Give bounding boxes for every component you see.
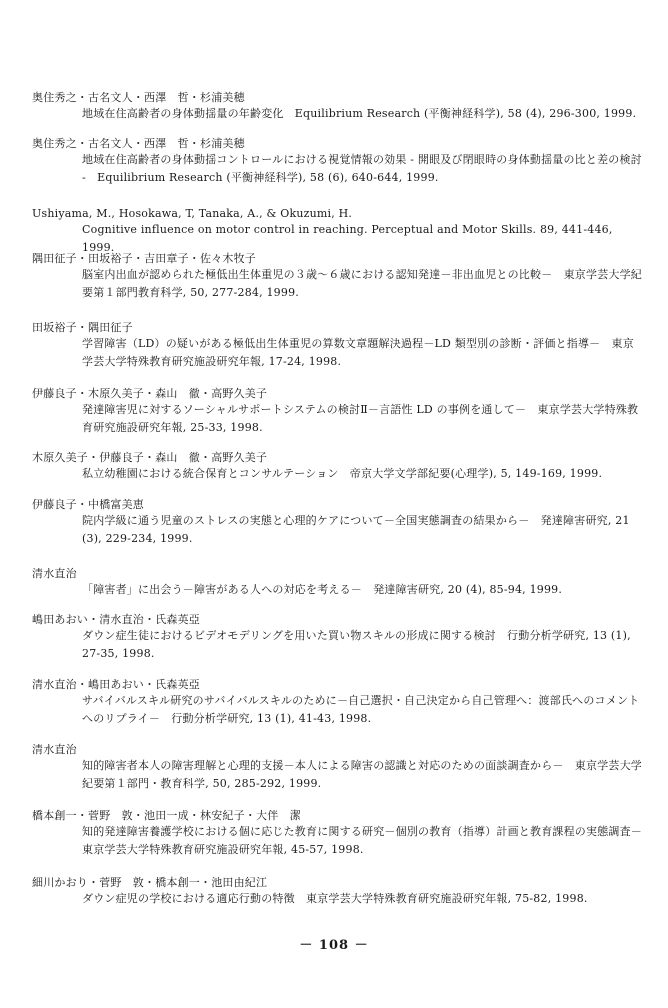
reference-citation: Cognitive influence on motor control in reaching. Perceptual and Motor Skills. 89, 441-446, 1999. [82,223,613,254]
reference-entry [32,612,642,663]
reference-citation: 「障害者」に出会う－障害がある人への対応を考える－ 発達障害研究, 20 (4), 85-94, 1999. [82,583,563,596]
reference-citation: 知的発達障害養護学校における個に応じた教育に関する研究－個別の教育（指導）計画と教育課程の実態調査－ 東京学芸大学特殊教育研究施設研究年報, 45-57, 1998. [82,825,654,856]
reference-citation: サバイバルスキル研究のサバイバルスキルのために－自己選択・自己決定から自己管理へ：渡部氏へのコメントへのリプライ－ 行動分析学研究, 13 (1), 41-43, 1998. [82,694,640,725]
reference-authors: 清水直治 [32,743,77,756]
reference-entry [32,136,642,187]
reference-authors: 清水直治 [32,567,77,580]
reference-authors: 木原久美子・伊藤良子・森山 徹・高野久美子 [32,451,268,464]
reference-entry [32,386,642,437]
reference-authors: 奥住秀之・古名文人・西澤 哲・杉浦美穂 [32,137,245,150]
reference-authors: 伊藤良子・中橋富美恵 [32,498,144,511]
reference-entry [32,677,642,728]
reference-citation: 私立幼稚園における統合保育とコンサルテーション 帝京大学文学部紀要(心理学), 5, 149-169, 1999. [82,467,603,480]
reference-entry [32,251,642,302]
reference-citation: 脳室内出血が認められた極低出生体重児の３歳～６歳における認知発達－非出血児との比較－ 東京学芸大学紀要第１部門教育科学, 50, 277-284, 1999. [82,268,642,299]
reference-authors: Ushiyama, M., Hosokawa, T, Tanaka, A., & Okuzumi, H. [32,207,353,220]
reference-authors: 田坂裕子・隅田征子 [32,321,133,334]
reference-entry [32,320,642,371]
reference-authors: 清水直治・嶋田あおい・氏森英亞 [32,678,200,691]
reference-entry [32,808,654,859]
reference-authors: 奥住秀之・古名文人・西澤 哲・杉浦美穂 [32,91,245,104]
reference-citation: 院内学級に通う児童のストレスの実態と心理的ケアについて－全国実態調査の結果から－ 発達障害研究, 21 (3), 229-234, 1999. [82,514,630,545]
reference-entry [32,90,642,123]
reference-citation: 地域在住高齢者の身体動揺コントロールにおける視覚情報の効果 - 開眼及び閉眼時の身体動揺量の比と差の検討 - Equilibrium Research (平衡神経科学), 58 (6), 640-644, 1999. [82,153,642,184]
reference-authors: 細川かおり・菅野 敦・橋本創一・池田由紀江 [32,876,268,889]
reference-citation: 学習障害（LD）の疑いがある極低出生体重児の算数文章題解決過程－LD 類型別の診断・評価と指導－ 東京学芸大学特殊教育研究施設研究年報, 17-24, 1998. [82,337,634,368]
reference-entry [32,450,642,483]
reference-authors: 隅田征子・田坂裕子・吉田章子・佐々木牧子 [32,252,256,265]
reference-authors: 嶋田あおい・清水直治・氏森英亞 [32,613,200,626]
reference-entry [32,497,642,548]
reference-citation: 発達障害児に対するソーシャルサポートシステムの検討Ⅱ－言語性 LD の事例を通して－ 東京学芸大学特殊教育研究施設研究年報, 25-33, 1998. [82,403,639,434]
reference-entry [32,566,642,599]
reference-citation: ダウン症児の学校における適応行動の特徴 東京学芸大学特殊教育研究施設研究年報, 75-82, 1998. [82,892,588,905]
reference-citation: 地域在住高齢者の身体動揺量の年齢変化 Equilibrium Research (平衡神経科学), 58 (4), 296-300, 1999. [82,107,637,120]
reference-entry [32,742,642,793]
reference-authors: 橋本創一・菅野 敦・池田一成・林安紀子・大伴 潔 [32,809,301,822]
reference-entry [32,206,642,257]
reference-entry [32,875,642,908]
reference-citation: ダウン症生徒におけるビデオモデリングを用いた買い物スキルの形成に関する検討 行動分析学研究, 13 (1), 27-35, 1998. [82,629,631,660]
reference-citation: 知的障害者本人の障害理解と心理的支援－本人による障害の認識と対応のための面談調査から－ 東京学芸大学紀要第１部門・教育科学, 50, 285-292, 1999. [82,759,642,790]
page-number: － 108 － [299,938,369,953]
reference-authors: 伊藤良子・木原久美子・森山 徹・高野久美子 [32,387,268,400]
